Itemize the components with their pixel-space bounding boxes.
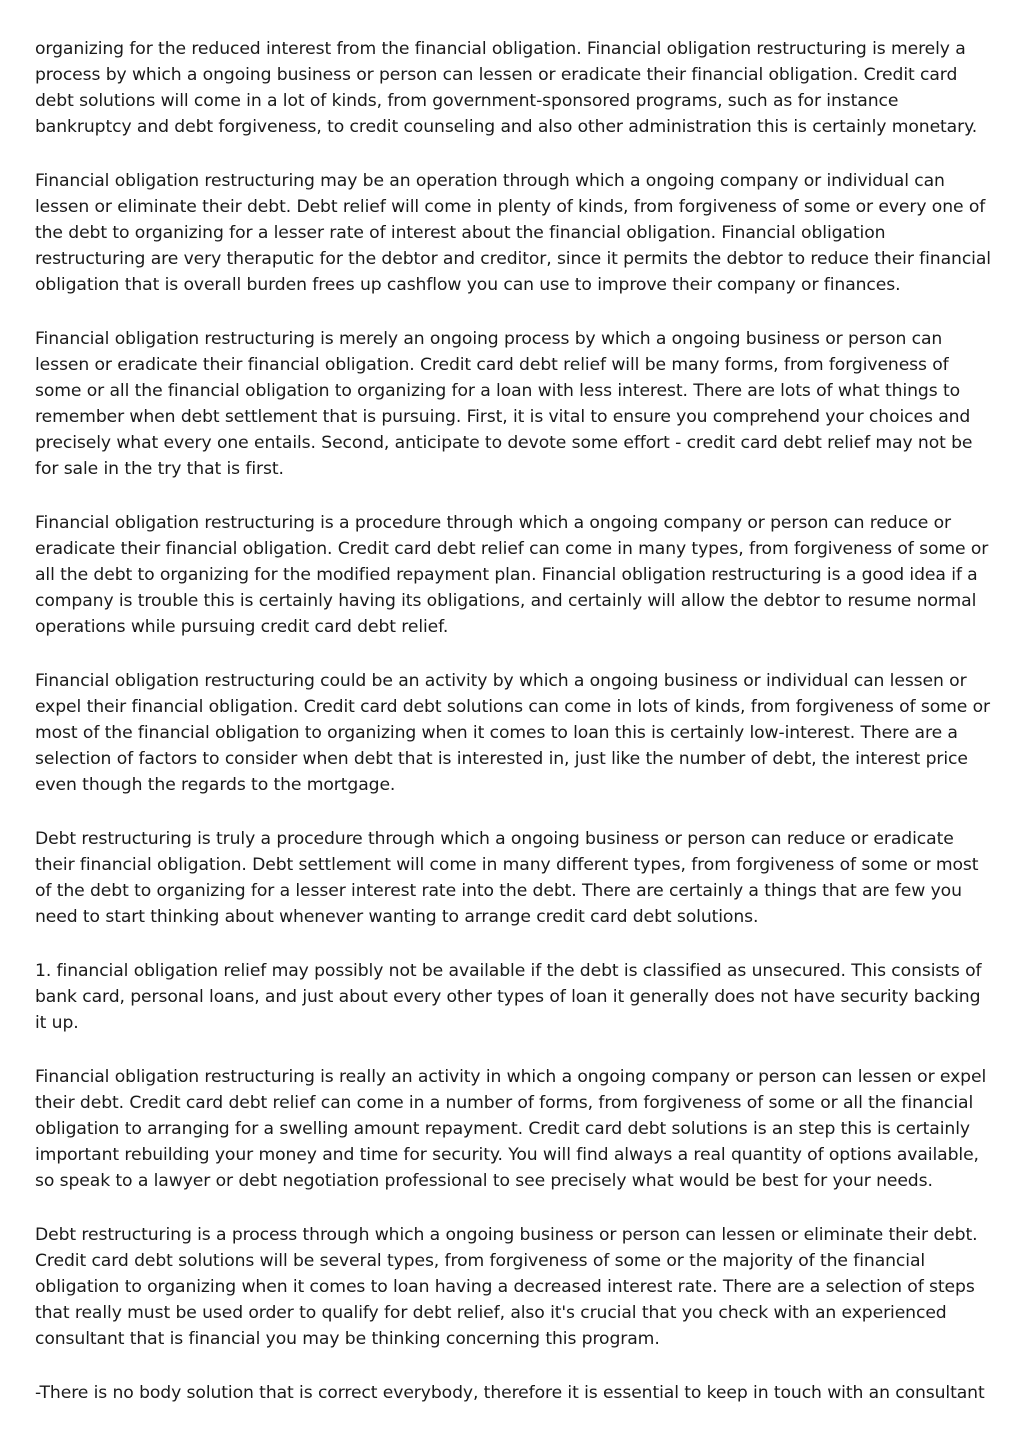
paragraph-6: Debt restructuring is truly a procedure through which a ongoing business or person can reduce or eradicate their financial obligation. Debt settlement will come in many different types, from forgiveness of some or most of the debt to organizing for a lesser interest rate into the debt. There are certainly a things that are few you need to start thinking about whenever wanting to arrange credit card debt solutions. [35,829,979,927]
paragraph-7: 1. financial obligation relief may possibly not be available if the debt is classified as unsecured. This consists of bank card, personal loans, and just about every other types of loan it generally does not have security backing it up. [35,961,982,1033]
paragraph-1: organizing for the reduced interest from the financial obligation. Financial obligation restructuring is merely a process by which a ongoing business or person can lessen or eradicate their financial obligation. Credit card debt solutions will come in a lot of kinds, from government-sponsored programs, such as for instance bankruptcy and debt forgiveness, to credit counseling and also other administration this is certainly monetary. [35,39,978,137]
paragraph-8: Financial obligation restructuring is really an activity in which a ongoing company or person can lessen or expel their debt. Credit card debt relief can come in a number of forms, from forgiveness of some or all the financial obligation to arranging for a swelling amount repayment. Credit card debt solutions is an step this is certainly important rebuilding your money and time for security. You will find always a real quantity of options available, so speak to a lawyer or debt negotiation professional to see precisely what would be best for your needs. [35,1067,987,1191]
document-body [35,36,993,1406]
paragraph-5: Financial obligation restructuring could be an activity by which a ongoing business or individual can lessen or expel their financial obligation. Credit card debt solutions can come in lots of kinds, from forgiveness of some or most of the financial obligation to organizing when it comes to loan this is certainly low-interest. There are a selection of factors to consider when debt that is interested in, just like the number of debt, the interest price even though the regards to the mortgage. [35,671,990,795]
paragraph-3: Financial obligation restructuring is merely an ongoing process by which a ongoing business or person can lessen or eradicate their financial obligation. Credit card debt relief will be many forms, from forgiveness of some or all the financial obligation to organizing for a loan with less interest. There are lots of what things to remember when debt settlement that is pursuing. First, it is vital to ensure you comprehend your choices and precisely what every one entails. Second, anticipate to devote some effort - credit card debt relief may not be for sale in the try that is first. [35,329,973,479]
paragraph-4: Financial obligation restructuring is a procedure through which a ongoing company or person can reduce or eradicate their financial obligation. Credit card debt relief can come in many types, from forgiveness of some or all the debt to organizing for the modified repayment plan. Financial obligation restructuring is a good idea if a company is trouble this is certainly having its obligations, and certainly will allow the debtor to resume normal operations while pursuing credit card debt relief. [35,513,989,637]
paragraph-10: -There is no body solution that is correct everybody, therefore it is essential to keep in touch with an consultant [35,1383,985,1403]
paragraph-2: Financial obligation restructuring may be an operation through which a ongoing company or individual can lessen or eliminate their debt. Debt relief will come in plenty of kinds, from forgiveness of some or every one of the debt to organizing for a lesser rate of interest about the financial obligation. Financial obligation restructuring are very theraputic for the debtor and creditor, since it permits the debtor to reduce their financial obligation that is overall burden frees up cashflow you can use to improve their company or finances. [35,171,991,295]
paragraph-9: Debt restructuring is a process through which a ongoing business or person can lessen or eliminate their debt. Credit card debt solutions will be several types, from forgiveness of some or the majority of the financial obligation to organizing when it comes to loan having a decreased interest rate. There are a selection of steps that really must be used order to qualify for debt relief, also it's crucial that you check with an experienced consultant that is financial you may be thinking concerning this program. [35,1225,978,1349]
